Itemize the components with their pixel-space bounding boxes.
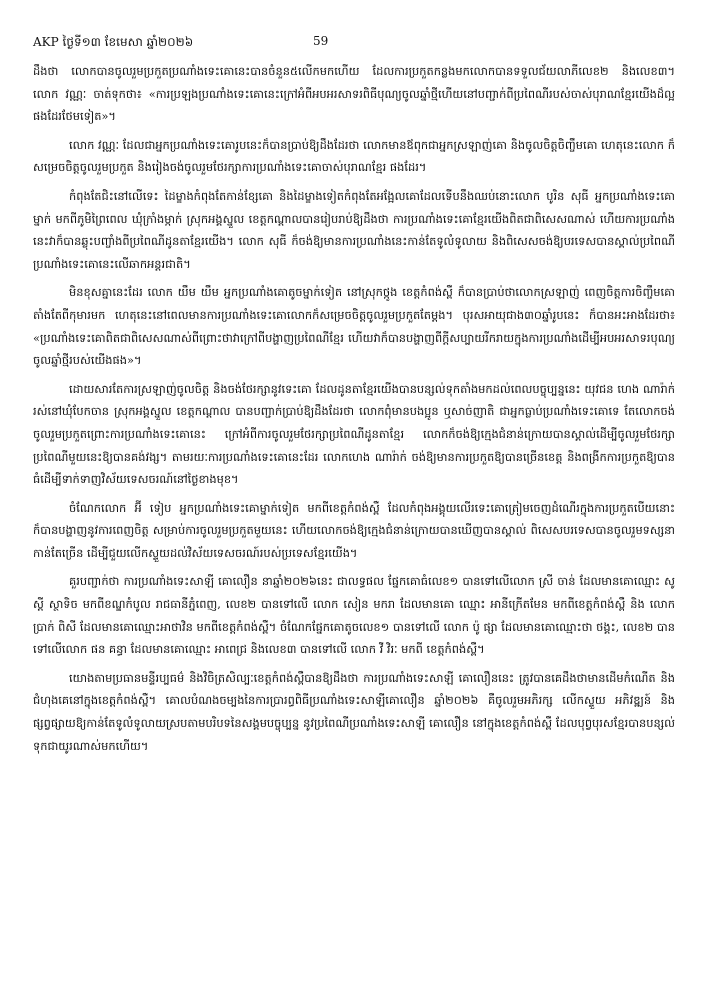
- page-header: [33, 34, 674, 56]
- article-body: [33, 60, 675, 763]
- page-number: 59: [313, 34, 329, 48]
- paragraph: ដោយសារតែការស្រឡាញ់ចូលចិត្ត និងចង់ថែរក្សានូវទេះគោ ដែលដូនតាខ្មែរយើងបានបន្សល់ទុកតាំងមកដល់ពេលបច្ចុប្បន្ននេះ យុវជន ហេង ណារ៉ាក់ រស់នៅឃុំបែកចាន ស្រុកអង្គស្នួល ខេត្តកណ្ដាល បានបញ្ជាក់ប្រាប់ឱ្យដឹងដែរថា លោកពុំមានបងប្អូន ឬសាច់ញាតិ ជាអ្នកធ្លាប់ប្រណាំងទេះគោទេ តែលោកចង់ចូលរួមប្រកួតព្រោះការប្រណាំងទេះគោនេះ ក្រៅអំពីការចូលរួមថែរក្សាប្រពៃណីដូនតាខ្មែរ លោកក៏ចង់ឱ្យក្មេងជំនាន់ក្រោយបានស្គាល់ដើម្បីចូលរួមថែរក្សាប្រពៃណីមួយនេះឱ្យបានគង់វង្ស។ តាមរយៈការប្រណាំងទេះគោនេះដែរ លោកហេង ណារ៉ាក់ ចង់ឱ្យមានការប្រកួតឱ្យបានច្រើនខេត្ត និងពង្រីកការប្រកួតឱ្យបានធំដើម្បីទាក់ទាញវិស័យទេសចរណ៍នៅថ្ងៃខាងមុខ។: [33, 381, 675, 487]
- paragraph: គួរបញ្ជាក់ថា ការប្រណាំងទេះសាឡី គោលឿន នាឆ្នាំ២០២៦នេះ ជាលទ្ធផល ផ្នែកគោធំលេខ១ បានទៅលើលោក ស្រី ចាន់ ដែលមានគោឈ្មោះ សូស្តី ស្ថាទិច មកពីខណ្ឌកំបូល រាជធានីភ្នំពេញ, លេខ២ បានទៅលើ លោក សៀន មករា ដែលមានគោ ឈ្មោះ អានីក្រើតមែន មកពីខេត្តកំពង់ស្ពឺ និង លោក ប្រាក់ ពិសី ដែលមានគោឈ្មោះអាថាវិន មកពីខេត្តកំពង់ស្ពឺ។ ចំណែកផ្នែកគោតូចលេខ១ បានទៅលើ លោក ប៉ូ ផ្សា ដែលមានគោឈ្មោះថា ថង្គះ, លេខ២ បានទៅលើលោក ផន គន្ធា ដែលមានគោឈ្មោះ អាពេជ្រ និងលេខ៣ បានទៅលើ លោក វី វិរៈ មកពី ខេត្តកំពង់ស្ពឺ។: [33, 574, 675, 657]
- header-date-source: AKP ថ្ងៃទី១៣ ខែមេសា ឆ្នាំ២០២៦: [33, 35, 194, 49]
- paragraph: លោក វណ្ណៈ ដែលជាអ្នកប្រណាំងទេះគោរូបនេះក៏បានប្រាប់ឱ្យដឹងដែរថា លោកមានឪពុកជាអ្នកស្រឡាញ់គោ និងចូលចិត្តចិញ្ចឹមគោ ហេតុនេះលោក ក៏សម្រេចចិត្តចូលរួមប្រកួត និងរៀងចង់ចូលរួមថែរក្សាការប្រណាំងទេះគោចាស់បុរាណខ្មែរ ផងដែរ។: [33, 137, 675, 175]
- paragraph: កំពុងតែជិះនៅលើទេះ ដៃម្ខាងកំពុងតែកាន់ខ្សែគោ និងដៃម្ខាងទៀតកំពុងតែអង្អែលគោដែលទើបនឹងឈប់នោះលោក បូរិន សុធី អ្នកប្រណាំងទេះគោម្នាក់ មកពីភូមិព្រៃពេល ឃុំក្រាំងម្កាក់ ស្រុកអង្គស្នួល ខេត្តកណ្ដាលបានរៀបរាប់ឱ្យដឹងថា ការប្រណាំងទេះគោខ្មែរយើងពិតជាពិសេសណាស់ ហើយការប្រណាំងនេះវាក៏បានឆ្លុះបញ្ចាំងពីប្រពៃណីដូនតាខ្មែរយើង។ លោក សុធី ក៏ចង់ឱ្យមានការប្រណាំងនេះកាន់តែទូលំទូលាយ និងពិសេសចង់ឱ្យបរទេសបានស្គាល់ប្រពៃណីប្រណាំងទេះគោនេះលើឆាកអន្តរជាតិ។: [33, 188, 675, 271]
- paragraph: យោងតាមប្រធានមន្ទីរប្បធម៌ និងវិចិត្រសិល្បៈខេត្តកំពង់ស្ពឺបានឱ្យដឹងថា ការប្រណាំងទេះសាឡី គោលឿននេះ ត្រូវបានគេដឹងថាមានដើមកំណើត និង ជំហុងគេនៅក្នុងខេត្តកំពង់ស្ពឺ។ គោលបំណងចម្បងនៃការប្រារព្ធពិធីប្រណាំងទេះសាឡីគោលឿន ឆ្នាំ២០២៦ គឺចូលរួមអភិរក្ស លើកស្ទួយ អភិវឌ្ឍន៍ និងផ្សព្វផ្សាយឱ្យកាន់តែទូលំទូលាយស្របតាមបរិបទនៃសង្គមបច្ចុប្បន្ន នូវប្រពៃណីប្រណាំងទេះសាឡី គោលឿន នៅក្នុងខេត្តកំពង់ស្ពឺ ដែលបុព្វបុរសខ្មែរបានបន្សល់ទុកជាយូរណាស់មកហើយ។: [33, 670, 675, 753]
- paragraph: ចំណែកលោក អ៊ី ទៀប អ្នកប្រណាំងទេះគោម្នាក់ទៀត មកពីខេត្តកំពង់ស្ពឺ ដែលកំពុងអង្គុយលើរទេះគោត្រៀមចេញដំណើរក្នុងការប្រកួតបើយនោះ ក៏បានបង្ហាញនូវការពេញចិត្ត សម្រាប់ការចូលរួមប្រកួតមួយនេះ ហើយលោកចង់ឱ្យក្មេងជំនាន់ក្រោយបានឃើញបានស្គាល់ ពិសេសបរទេសបានចូលរួមទស្សនាកាន់តែច្រើន ដើម្បីជួយលើកស្ទួយដល់វិស័យទេសចរណ៍របស់ប្រទេសខ្មែរយើង។: [33, 500, 675, 560]
- paragraph: មិនខុសគ្នានេះដែរ លោក យឹម យឹម អ្នកប្រណាំងគោតូចម្នាក់ទៀត នៅស្រុកថ្កូង ខេត្តកំពង់ស្ពឺ ក៏បានប្រាប់ថាលោកស្រឡាញ់ ពេញចិត្តការចិញ្ចឹមគោតាំងតែពីកុមារមក ហេតុនេះនៅពេលមានការប្រណាំងទេះគោលោកក៏សម្រេចចិត្តចូលរួមប្រកួតតែម្ដង។ បុរសអាយុជាង៣០ឆ្នាំរូបនេះ ក៏បានអះអាងដែរថា៖ «ប្រណាំងទេះគោពិតជាពិសេសណាស់ពីព្រោះថាវាក្រៅពីបង្ហាញប្រពៃណីខ្មែរ ហើយវាក៏បានបង្ហាញពីក្ដីសប្បាយរីករាយក្នុងការប្រណាំងដើម្បីអបអរសាទរបុណ្យចូលឆ្នាំថ្មីរបស់យើងផង»។: [33, 285, 675, 368]
- paragraph: ដឹងថា លោកបានចូលរួមប្រកួតប្រណាំងទេះគោនេះបានចំនួន៥លើកមកហើយ ដែលការប្រកួតកន្លងមកលោកបានទទួលជ័យលាភីលេខ២ និងលេខ៣។ លោក វណ្ណៈ ចាត់ទុកថា៖ «ការប្រឡងប្រណាំងទេះគោនេះក្រៅអំពីអបអរសាទរពិធីបុណ្យចូលឆ្នាំថ្មីហើយនៅបញ្ជាក់ពីប្រពៃណីរបស់ចាស់បុរាណខ្មែរយើងដ៏ល្អផងដែរថែមទៀត»។: [33, 64, 675, 124]
